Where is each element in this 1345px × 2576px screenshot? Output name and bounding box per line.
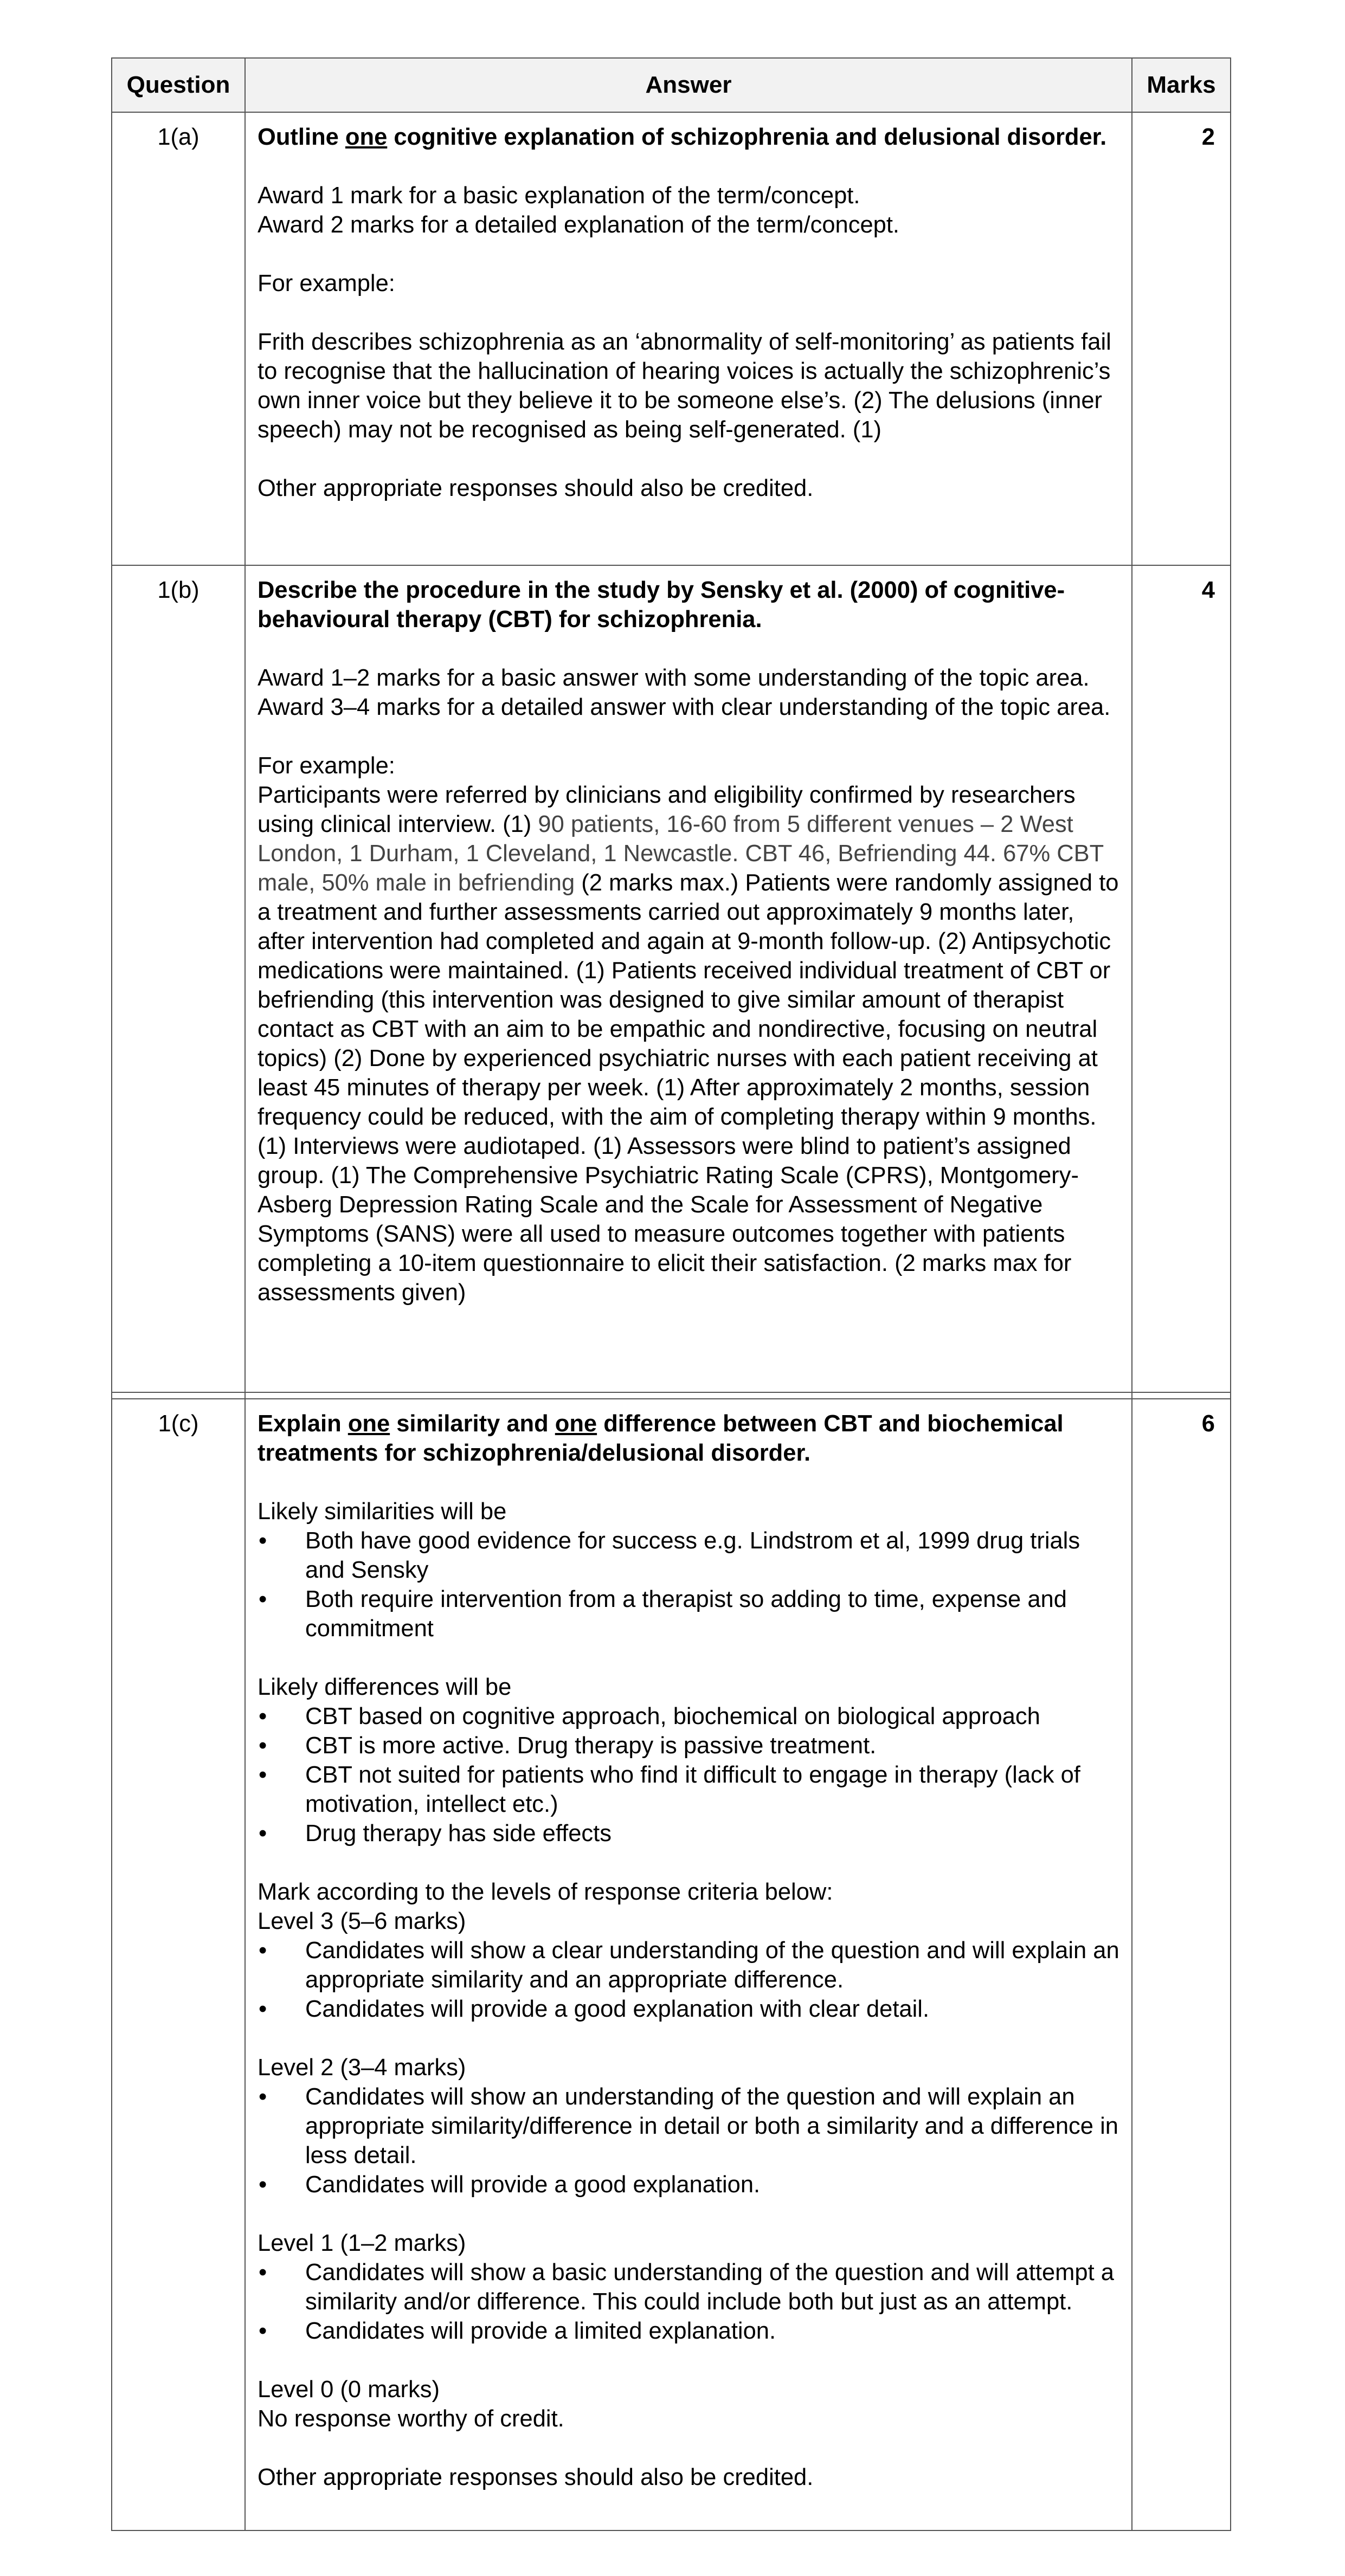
question-prompt: Describe the procedure in the study by Sensky et al. (2000) of cognitive-behavioural therapy (CBT) for schizophrenia. (258, 577, 1065, 632)
level-3-heading: Level 3 (5–6 marks) (258, 1908, 466, 1934)
award-line: Award 3–4 marks for a detailed answer with clear understanding of the topic area. (258, 694, 1111, 720)
marks-header: Marks (1147, 72, 1216, 98)
answer-header: Answer (246, 59, 1132, 112)
marks-value: 4 (1201, 577, 1215, 603)
list-item: • CBT not suited for patients who find it difficult to engage in therapy (lack of motivation, intellect etc.) (258, 1760, 1121, 1819)
example-text: Frith describes schizophrenia as an ‘abnormality of self-monitoring’ as patients fail to recognise that the hallucination of hearing voices is actually the schizophrenic’s own inner voice but they believe it to be someone else’s. (2) The delusions (inner speech) may not be recognised as being self-generated. (1) (258, 329, 1111, 443)
list-item: • Candidates will show a basic understanding of the question and will attempt a similarity and/or difference. This could include both but just as an attempt. (258, 2258, 1121, 2316)
list-item: • Candidates will show a clear understanding of the question and will explain an appropriate similarity and an appropriate difference. (258, 1936, 1121, 1994)
level-0-heading: Level 0 (0 marks) (258, 2377, 440, 2403)
mark-scheme-table (111, 57, 1231, 2531)
answer-cell (246, 113, 1132, 565)
table-row-1b (111, 566, 1231, 1392)
example-label: For example: (258, 270, 395, 296)
differences-label: Likely differences will be (258, 1674, 512, 1700)
question-prompt: Explain one similarity and one difference between CBT and biochemical treatments for schizophrenia/delusional disorder. (258, 1411, 1064, 1466)
list-item: • Candidates will show an understanding of the question and will explain an appropriate similarity/difference in detail or both a similarity and a difference in less detail. (258, 2082, 1121, 2170)
table-row-1a (111, 113, 1231, 566)
example-text: Participants were referred by clinicians and eligibility confirmed by researchers using clinical interview. (1) 90 patients, 16-60 from 5 different venues – 2 West London, 1 Durham, 1 Cleveland, 1 Newcastle. CBT 46, Befriending 44. 67% CBT male, 50% male in befriending (2 marks max.) Patients were randomly assigned to a treatment and further assessments carried out approximately 9 months later, after intervention had completed and again at 9-month follow-up. (2) Antipsychotic medications were maintained. (1) Patients received individual treatment of CBT or befriending (this intervention was designed to give similar amount of therapist contact as CBT with an aim to be empathic and nondirective, focusing on neutral topics) (2) Done by experienced psychiatric nurses with each patient receiving at least 45 minutes of therapy per week. (1) After approximately 2 months, session frequency could be reduced, with the aim of completing therapy within 9 months. (1) Interviews were audiotaped. (1) Assessors were blind to patient’s assigned group. (1) The Comprehensive Psychiatric Rating Scale (CPRS), Montgomery-Asberg Depression Rating Scale and the Scale for Assessment of Negative Symptoms (SANS) were all used to measure outcomes together with patients completing a 10-item questionnaire to elicit their satisfaction. (2 marks max for assessments given) (258, 782, 1119, 1306)
list-item: • Both have good evidence for success e.g. Lindstrom et al, 1999 drug trials and Sensky (258, 1526, 1121, 1585)
other-responses-note: Other appropriate responses should also be credited. (258, 2464, 814, 2490)
question-label: 1(a) (112, 113, 246, 565)
list-item: • Candidates will provide a limited explanation. (258, 2316, 1121, 2346)
question-label: 1(c) (112, 1399, 246, 2530)
level-1-heading: Level 1 (1–2 marks) (258, 2230, 466, 2256)
question-label: 1(b) (112, 566, 246, 1392)
marks-value: 2 (1201, 124, 1215, 150)
level-0-text: No response worthy of credit. (258, 2406, 564, 2432)
similarities-label: Likely similarities will be (258, 1499, 507, 1525)
marks-value: 6 (1201, 1411, 1215, 1437)
level-2-heading: Level 2 (3–4 marks) (258, 2055, 466, 2081)
list-item: • Candidates will provide a good explanation with clear detail. (258, 1994, 1121, 2024)
example-label: For example: (258, 753, 395, 779)
answer-cell (246, 1399, 1132, 2530)
other-responses-note: Other appropriate responses should also be credited. (258, 475, 814, 501)
list-item: • CBT based on cognitive approach, biochemical on biological approach (258, 1702, 1121, 1731)
award-line: Award 1–2 marks for a basic answer with some understanding of the topic area. (258, 665, 1090, 691)
table-row-1c (111, 1399, 1231, 2531)
list-item: • CBT is more active. Drug therapy is passive treatment. (258, 1731, 1121, 1760)
question-header: Question (112, 59, 246, 112)
award-line: Award 2 marks for a detailed explanation of the term/concept. (258, 212, 900, 238)
answer-cell (246, 566, 1132, 1392)
question-prompt: Outline one cognitive explanation of schizophrenia and delusional disorder. (258, 124, 1107, 150)
criteria-text: Mark according to the levels of response criteria below: (258, 1879, 833, 1905)
table-header (111, 57, 1231, 113)
list-item: • Drug therapy has side effects (258, 1819, 1121, 1848)
list-item: • Both require intervention from a therapist so adding to time, expense and commitment (258, 1585, 1121, 1643)
row-divider (111, 1392, 1231, 1399)
list-item: • Candidates will provide a good explanation. (258, 2170, 1121, 2199)
award-line: Award 1 mark for a basic explanation of the term/concept. (258, 183, 860, 209)
